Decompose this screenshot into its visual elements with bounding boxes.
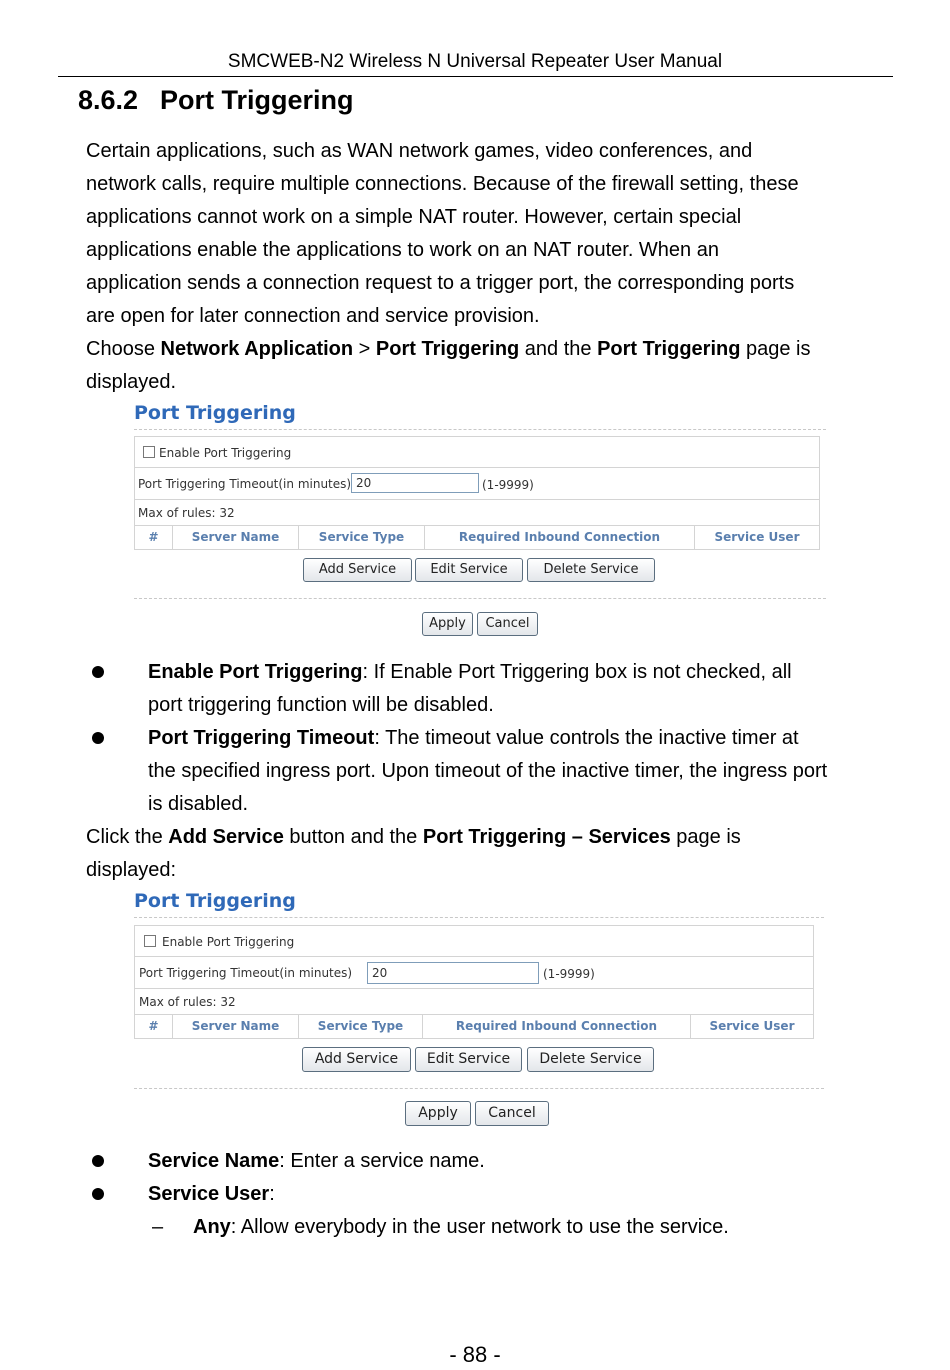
button-name: Add Service — [168, 826, 284, 848]
buttons-separator — [134, 1088, 824, 1089]
apply-button[interactable]: Apply — [422, 612, 473, 636]
section-number: 8.6.2 — [78, 85, 139, 115]
add-service-button[interactable]: Add Service — [303, 558, 412, 582]
timeout-input[interactable]: 20 — [351, 473, 479, 493]
running-header: SMCWEB-N2 Wireless N Universal Repeater User Manual — [227, 51, 723, 72]
header-rule — [58, 76, 893, 77]
intro-line: applications cannot work on a simple NAT router. However, certain special — [86, 206, 742, 228]
click-instruction — [86, 821, 906, 854]
col-service-type: Service Type — [299, 526, 425, 550]
bullet-line — [148, 1178, 908, 1211]
col-required-inbound: Required Inbound Connection — [425, 526, 695, 550]
col-service-user: Service User — [709, 1019, 795, 1033]
col-service-type: Service Type — [299, 1015, 423, 1039]
bullet-line: port triggering function will be disabled. — [148, 694, 494, 716]
settings-table — [134, 925, 814, 1039]
bullet-icon — [92, 732, 104, 744]
click-prefix: Click the — [86, 826, 169, 848]
col-index: # — [135, 526, 173, 550]
sub-bullet-dash: – — [152, 1216, 164, 1238]
delete-service-button[interactable]: Delete Service — [527, 1047, 654, 1072]
bullet-term: Port Triggering Timeout — [148, 727, 375, 749]
sub-bullet-text: : Allow everybody in the user network to use the service. — [230, 1216, 729, 1238]
bullet-term: Service User — [148, 1183, 270, 1205]
delete-service-button[interactable]: Delete Service — [527, 558, 655, 582]
choose-mid: and the — [519, 338, 598, 360]
choose-prefix: Choose — [86, 338, 161, 360]
cancel-button[interactable]: Cancel — [477, 612, 538, 636]
page-name: Port Triggering – Services — [422, 826, 671, 848]
sub-bullet-any — [193, 1211, 913, 1244]
timeout-range: (1-9999) — [543, 967, 595, 981]
section-heading: Port Triggering — [160, 85, 354, 115]
rules-header-row — [135, 526, 819, 550]
enable-label: Enable Port Triggering — [159, 446, 292, 460]
timeout-label: Port Triggering Timeout(in minutes) — [138, 477, 352, 491]
page-number: - 88 - — [449, 1342, 501, 1367]
click-suffix: page is — [670, 826, 741, 848]
max-rules-row — [135, 989, 813, 1015]
enable-checkbox[interactable] — [143, 446, 155, 458]
intro-paragraph — [86, 135, 906, 399]
rules-header-row — [135, 1015, 813, 1039]
menu-separator: > — [353, 338, 376, 360]
intro-line: applications enable the applications to work on an NAT router. When an — [86, 239, 719, 261]
col-required-inbound: Required Inbound Connection — [423, 1015, 691, 1039]
bullet-icon — [92, 1155, 104, 1167]
enable-checkbox[interactable] — [144, 935, 156, 947]
col-index: # — [135, 1015, 173, 1039]
click-paragraph — [86, 821, 906, 887]
max-rules-text: Max of rules: 32 — [139, 995, 236, 1009]
timeout-range: (1-9999) — [482, 478, 534, 492]
bullet-line — [148, 722, 908, 755]
sub-bullet-term: Any — [193, 1216, 231, 1238]
bullet-line: is disabled. — [148, 793, 249, 815]
col-server-name: Server Name — [173, 526, 299, 550]
intro-line: application sends a connection request to a trigger port, the corresponding ports — [86, 272, 795, 294]
enable-row — [135, 926, 813, 957]
panel-title: Port Triggering — [134, 890, 296, 912]
bullet-line — [148, 1145, 908, 1178]
bullet-service-user — [148, 1178, 908, 1211]
bullet-service-name — [148, 1145, 908, 1178]
bullet-icon — [92, 1188, 104, 1200]
panel-title: Port Triggering — [134, 402, 296, 424]
page-name: Port Triggering — [597, 338, 741, 360]
bullet-port-triggering-timeout — [148, 722, 908, 821]
enable-label: Enable Port Triggering — [162, 935, 295, 949]
intro-line: are open for later connection and service provision. — [86, 305, 540, 327]
bullet-text: : If Enable Port Triggering box is not checked, all — [362, 661, 792, 683]
bullet-text: : Enter a service name. — [279, 1150, 485, 1172]
timeout-label: Port Triggering Timeout(in minutes) — [139, 966, 353, 980]
bullet-term: Service Name — [148, 1150, 280, 1172]
enable-row — [135, 437, 819, 468]
bullet-line — [148, 656, 908, 689]
click-mid: button and the — [283, 826, 423, 848]
bullet-term: Enable Port Triggering — [148, 661, 363, 683]
sub-bullet-line — [193, 1211, 913, 1244]
menu-item: Port Triggering — [375, 338, 520, 360]
choose-line2: displayed. — [86, 371, 177, 393]
click-line2: displayed: — [86, 859, 177, 881]
buttons-separator — [134, 598, 826, 599]
port-triggering-screenshot-1 — [134, 400, 826, 640]
section-title — [78, 84, 354, 116]
title-separator — [134, 429, 826, 430]
title-separator — [134, 917, 824, 918]
bullet-enable-port-triggering — [148, 656, 908, 722]
choose-suffix: page is — [740, 338, 811, 360]
bullet-icon — [92, 666, 104, 678]
timeout-row — [135, 957, 813, 989]
max-rules-row — [135, 500, 819, 526]
edit-service-button[interactable]: Edit Service — [415, 558, 523, 582]
apply-button[interactable]: Apply — [405, 1101, 471, 1126]
timeout-row — [135, 468, 819, 500]
choose-instruction — [86, 333, 906, 366]
settings-table — [134, 436, 820, 550]
col-server-name: Server Name — [173, 1015, 299, 1039]
cancel-button[interactable]: Cancel — [475, 1101, 549, 1126]
max-rules-text: Max of rules: 32 — [138, 506, 235, 520]
col-service-user: Service User — [714, 530, 800, 544]
bullet-line: the specified ingress port. Upon timeout of the inactive timer, the ingress port — [148, 760, 828, 782]
add-service-button[interactable]: Add Service — [302, 1047, 411, 1072]
bullet-text: : The timeout value controls the inactive timer at — [374, 727, 799, 749]
port-triggering-screenshot-2 — [134, 888, 824, 1132]
timeout-input[interactable]: 20 — [367, 962, 539, 984]
menu-name: Network Application — [160, 338, 354, 360]
intro-line: Certain applications, such as WAN network games, video conferences, and — [86, 140, 753, 162]
edit-service-button[interactable]: Edit Service — [415, 1047, 522, 1072]
intro-line: network calls, require multiple connections. Because of the firewall setting, these — [86, 173, 799, 195]
bullet-text: : — [269, 1183, 275, 1205]
